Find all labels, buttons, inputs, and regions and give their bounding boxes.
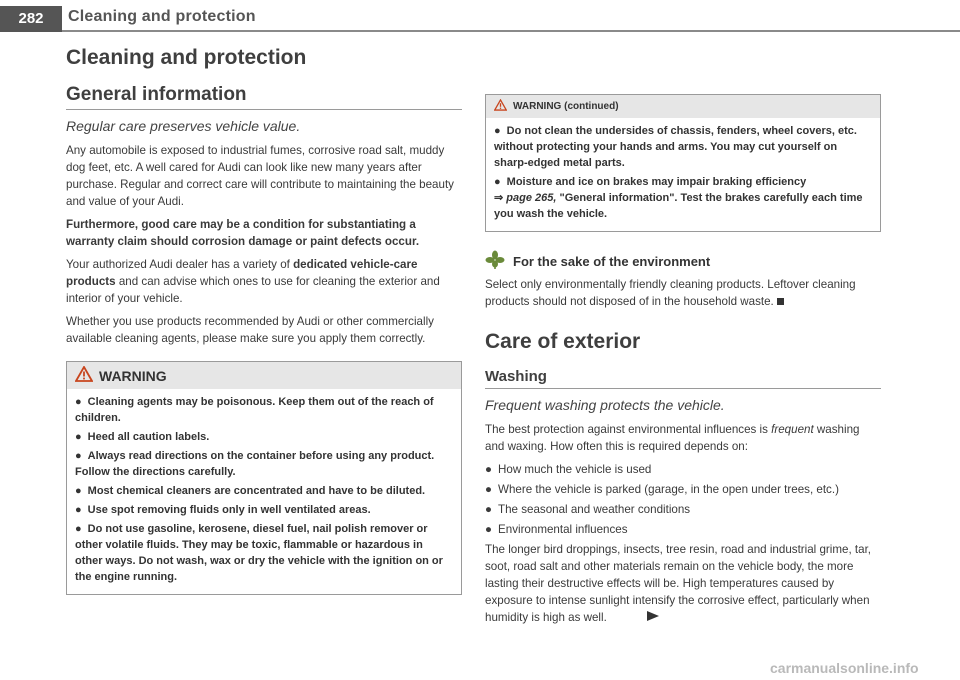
running-title: Cleaning and protection	[68, 8, 256, 25]
environment-text: Select only environmentally friendly cleaning products. Leftover cleaning products should not disposed of in the household waste.	[485, 278, 856, 308]
section-lead: Regular care preserves vehicle value.	[66, 118, 301, 134]
warning-continued-title: WARNING (continued)	[513, 101, 619, 112]
page-header	[0, 0, 960, 34]
warning-continued-header	[486, 95, 880, 118]
warning-item: ● Always read directions on the container before using any product. Follow the directions carefully.	[75, 450, 435, 478]
warning-item: ● Cleaning agents may be poisonous. Keep them out of the reach of children.	[75, 396, 434, 424]
warning-body	[67, 389, 461, 594]
wash-intro: The best protection against environmental influences is frequent washing and waxing. How often this is required depends on:	[485, 423, 860, 453]
environment-note	[485, 250, 881, 310]
warning-item: ● Heed all caution labels.	[75, 431, 210, 443]
end-of-section-icon	[777, 298, 784, 305]
continue-arrow-icon	[647, 609, 659, 626]
header-rule	[62, 30, 960, 32]
paragraph-intro: Any automobile is exposed to industrial fumes, corrosive road salt, muddy dog feet, etc. A well cared for Audi can look like new many years after purchase. Regular and correct care will contribute to maintaining the beauty and value of your Audi.	[66, 144, 454, 208]
warning-item: ● Do not clean the undersides of chassis, fenders, wheel covers, etc. without protecting your hands and arms. You may cut yourself on sharp-edged metal parts.	[494, 125, 857, 169]
paragraph-warranty: Furthermore, good care may be a condition for substantiating a warranty claim should corrosion damage or paint defects occur.	[66, 218, 420, 248]
watermark: carmanualsonline.info	[770, 660, 919, 676]
warning-item: ● Use spot removing fluids only in well ventilated areas.	[75, 504, 371, 516]
environment-leaf-icon	[485, 250, 505, 273]
chapter-title: Cleaning and protection	[66, 46, 307, 69]
list-item: ● The seasonal and weather conditions	[485, 503, 691, 516]
list-item: ● Where the vehicle is parked (garage, in the open under trees, etc.)	[485, 483, 839, 496]
warning-item: ● Do not use gasoline, kerosene, diesel fuel, nail polish remover or other volatile fluids. They may be toxic, flammable or hazardous in other ways. Do not wash, wax or dry the vehicle with the ignition on or the engine running.	[75, 523, 443, 583]
warning-box	[66, 361, 462, 595]
paragraph-apply: Whether you use products recommended by Audi or other commercially available cleaning agents, please make sure you apply them correctly.	[66, 315, 434, 345]
subsection-title: Washing	[485, 368, 881, 389]
list-item: ● How much the vehicle is used	[485, 463, 652, 476]
warning-item: ● Most chemical cleaners are concentrated and have to be diluted.	[75, 485, 426, 497]
warning-continued-box	[485, 94, 881, 232]
page-link[interactable]: page 265,	[506, 192, 557, 204]
warning-header	[67, 362, 461, 389]
warning-title: WARNING	[99, 367, 167, 384]
section-title: General information	[66, 84, 462, 110]
wash-detail: The longer bird droppings, insects, tree resin, road and industrial grime, tar, soot, road salt and other materials remain on the vehicle body, the more lasting their destructive effects will be. High temperatures caused by exposure to intense sunlight intensify the corrosive effect, particularly when humidity is high as well.	[485, 543, 872, 624]
page-number: 282	[0, 6, 62, 32]
paragraph-dealer: Your authorized Audi dealer has a variety of dedicated vehicle-care products and can advise which ones to use for cleaning the exterior and interior of your vehicle.	[66, 258, 440, 305]
environment-title: For the sake of the environment	[513, 254, 711, 269]
warning-continued-body	[486, 118, 880, 231]
right-column	[485, 94, 881, 632]
environment-header	[485, 250, 881, 273]
warning-triangle-icon	[494, 99, 507, 114]
subsection-lead: Frequent washing protects the vehicle.	[485, 397, 725, 413]
left-column	[66, 46, 462, 595]
section2-title: Care of exterior	[485, 330, 641, 353]
warning-triangle-icon	[75, 366, 93, 385]
list-item: ● Environmental influences	[485, 523, 628, 536]
warning-item: ● Moisture and ice on brakes may impair braking efficiency ⇒ page 265, "General information". Test the brakes carefully each time you wash the vehicle.	[494, 176, 863, 220]
